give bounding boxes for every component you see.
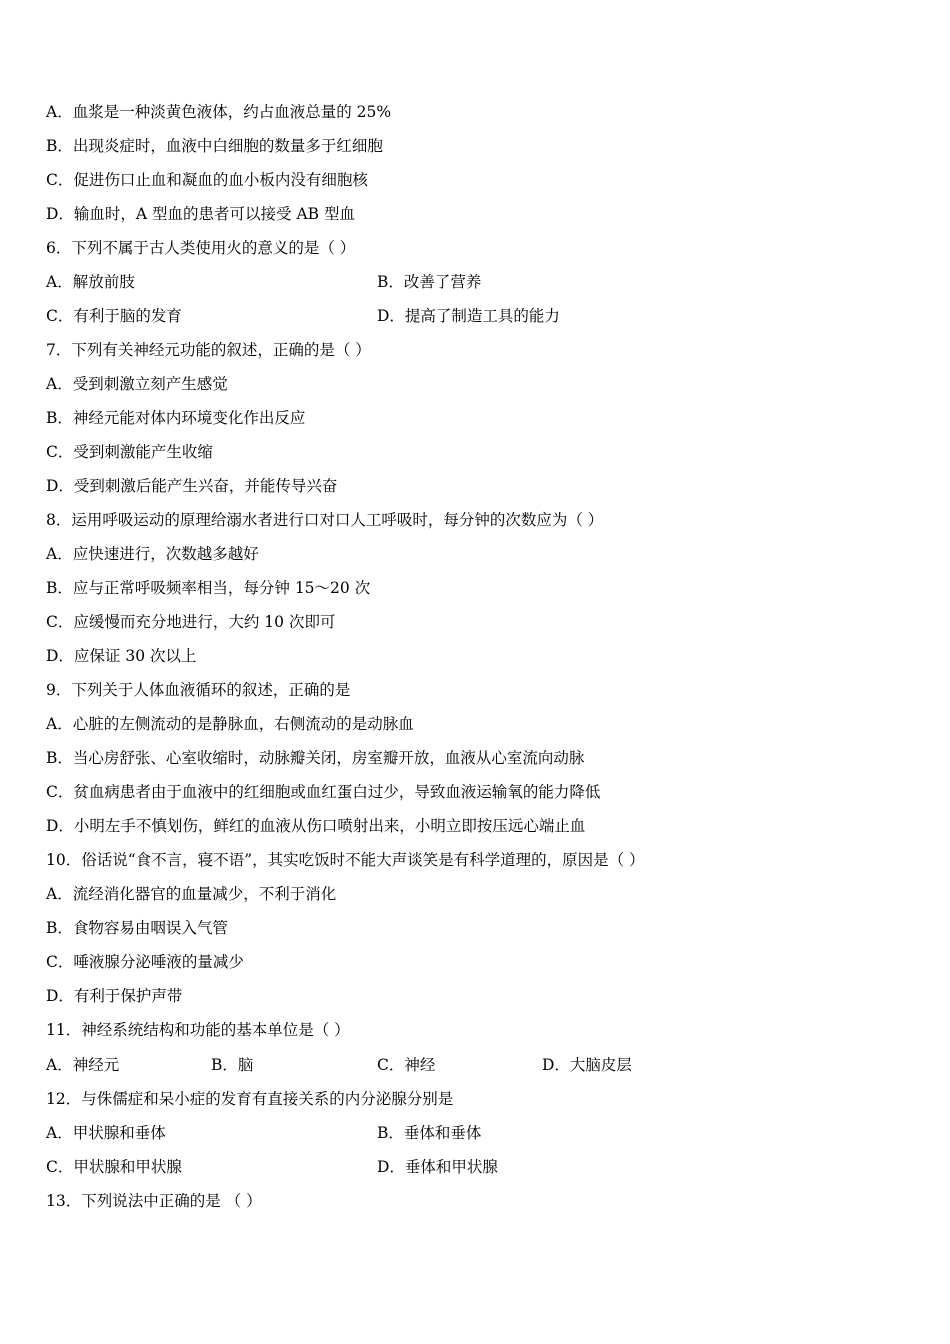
q12-option-d: D．垂体和甲状腺	[377, 1158, 498, 1176]
q12-option-c: C．甲状腺和甲状腺	[46, 1158, 182, 1176]
q5-option-a: A．血浆是一种淡黄色液体，约占血液总量的 25%	[46, 103, 392, 121]
q10-stem: 10．俗话说“食不言，寝不语”，其实吃饭时不能大声谈笑是有科学道理的，原因是（ ）	[46, 851, 645, 869]
q7-option-d: D．受到刺激后能产生兴奋，并能传导兴奋	[46, 477, 338, 495]
q7-stem: 7．下列有关神经元功能的叙述，正确的是（ ）	[46, 341, 371, 359]
q8-option-a: A．应快速进行，次数越多越好	[46, 545, 259, 563]
q9-option-a: A．心脏的左侧流动的是静脉血，右侧流动的是动脉血	[46, 715, 414, 733]
q13-stem: 13．下列说法中正确的是 （ ）	[46, 1192, 262, 1210]
q5-option-b: B．出现炎症时，血液中白细胞的数量多于红细胞	[46, 137, 383, 155]
q7-option-b: B．神经元能对体内环境变化作出反应	[46, 409, 306, 427]
q12-option-a: A．甲状腺和垂体	[46, 1124, 166, 1142]
q6-option-a: A．解放前肢	[46, 273, 135, 291]
q6-option-b: B．改善了营养	[377, 273, 482, 291]
q11-stem: 11．神经系统结构和功能的基本单位是（ ）	[46, 1021, 350, 1039]
q10-option-b: B．食物容易由咽误入气管	[46, 919, 228, 937]
q9-option-b: B．当心房舒张、心室收缩时，动脉瓣关闭，房室瓣开放，血液从心室流向动脉	[46, 749, 585, 767]
q6-stem: 6．下列不属于古人类使用火的意义的是（ ）	[46, 239, 356, 257]
q7-option-a: A．受到刺激立刻产生感觉	[46, 375, 228, 393]
q8-option-d: D．应保证 30 次以上	[46, 647, 197, 665]
q7-option-c: C．受到刺激能产生收缩	[46, 443, 213, 461]
q10-option-c: C．唾液腺分泌唾液的量减少	[46, 953, 244, 971]
q9-option-c: C．贫血病患者由于血液中的红细胞或血红蛋白过少，导致血液运输氧的能力降低	[46, 783, 601, 801]
q10-option-d: D．有利于保护声带	[46, 987, 183, 1005]
q5-option-c: C．促进伤口止血和凝血的血小板内没有细胞核	[46, 171, 368, 189]
q12-option-b: B．垂体和垂体	[377, 1124, 482, 1142]
q11-option-d: D．大脑皮层	[542, 1056, 632, 1074]
q8-option-b: B．应与正常呼吸频率相当，每分钟 15～20 次	[46, 579, 371, 597]
q11-option-c: C．神经	[377, 1056, 436, 1074]
q11-option-a: A．神经元	[46, 1056, 120, 1074]
q8-stem: 8．运用呼吸运动的原理给溺水者进行口对口人工呼吸时，每分钟的次数应为（ ）	[46, 511, 604, 529]
q6-option-c: C．有利于脑的发育	[46, 307, 182, 325]
q9-option-d: D．小明左手不慎划伤，鲜红的血液从伤口喷射出来，小明立即按压远心端止血	[46, 817, 586, 835]
q6-option-d: D．提高了制造工具的能力	[377, 307, 560, 325]
q9-stem: 9．下列关于人体血液循环的叙述，正确的是	[46, 681, 351, 699]
q10-option-a: A．流经消化器官的血量减少，不利于消化	[46, 885, 337, 903]
q12-stem: 12．与侏儒症和呆小症的发育有直接关系的内分泌腺分别是	[46, 1090, 454, 1108]
q5-option-d: D．输血时，A 型血的患者可以接受 AB 型血	[46, 205, 355, 223]
q8-option-c: C．应缓慢而充分地进行，大约 10 次即可	[46, 613, 336, 631]
q11-option-b: B．脑	[211, 1056, 254, 1074]
